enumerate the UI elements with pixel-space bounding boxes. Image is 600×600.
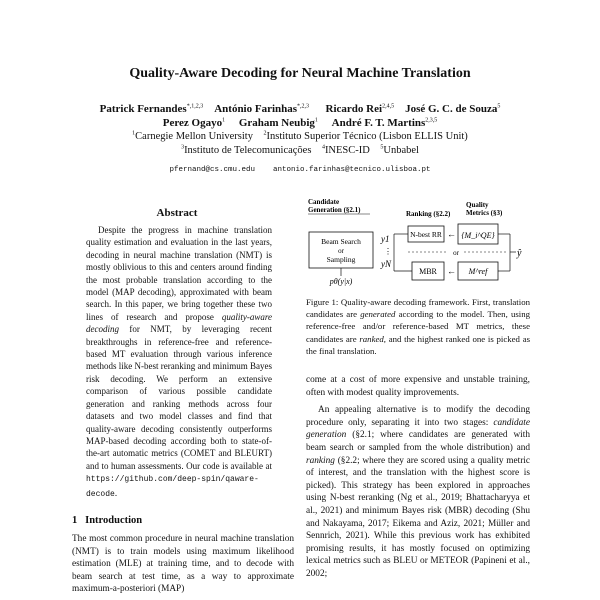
abstract-text: for NMT, by leveraging recent breakthroughs in reference-free and reference-based MT evaluation through various inference methods like N-best reranking and minimum Bayes risk decoding. We perform an extensive comparison of various possible candidate generation and ranking methods across four datasets and two model classes and find that quality-aware decoding consistently outperforms MAP-based decoding according both to state-of-the-art automatic metrics (COMET and BLEURT) and to human assessments. Our code is available at — [86, 324, 272, 471]
fig-box-beam: Beam Search — [321, 237, 361, 246]
affil-sup: 4 — [321, 144, 325, 151]
fig-dist: pθ(y|x) — [329, 277, 353, 286]
code-url-link[interactable]: https://github.com/deep-spin/qaware-decode — [86, 475, 259, 499]
rcol-text: An appealing alternative is to modify the decoding procedure only, separating it into two stages: — [306, 405, 530, 428]
paper-title: Quality-Aware Decoding for Neural Machine Translation — [129, 66, 471, 81]
author-name: Perez Ogayo — [162, 117, 223, 129]
author-name: António Farinhas — [214, 103, 298, 115]
figure-1-diagram — [306, 196, 530, 304]
author-list — [0, 102, 600, 130]
affil-sup: 2 — [263, 130, 267, 137]
introduction-text: The most common procedure in neural machine translation (NMT) is to train models using maximum likelihood estimation (MLE) at training time, and to decode with beam search at test time, as a way to approximate maximum-a-posteriori (MAP) — [72, 534, 294, 595]
author-emails: pfernand@cs.cmu.edu antonio.farinhas@tecnico.ulisboa.pt — [169, 166, 431, 174]
author-name: José G. C. de Souza — [405, 103, 498, 115]
caption-text: Figure 1: Quality-aware decoding framework. First, translation candidates are — [306, 297, 530, 320]
author-sup: 2,4,5 — [382, 103, 395, 110]
figure-1-caption — [306, 296, 530, 357]
rcol-text: (§2.2; where they are scored using a quality metric of interest, and the translation with the highest score is picked). This strategy has been explored in approaches using N-best reranking (Ng et al., 2019; Bhattacharyya et al., 2021) and minimum Bayes risk (MBR) decoding (Shu and Nakayama, 2017; Eikema and Aziz, 2021; Müller and Sennrich, 2021). While this previous work has exhibited promising results, it has mostly focused on optimizing lexical metrics such as BLEU or METEOR (Papineni et al., 2002; — [306, 455, 530, 579]
caption-text: according to the model. Then, using reference-free and/or reference-based MT metrics, these candidates are — [306, 309, 531, 344]
affil-sup: 3 — [181, 144, 185, 151]
fig-label-quality: Quality — [466, 201, 489, 209]
author-sup: 5 — [497, 103, 501, 110]
author-name: Graham Neubig — [238, 117, 315, 129]
author-name: Patrick Fernandes — [99, 103, 187, 115]
fig-label-generation: Generation (§2.1) — [308, 206, 361, 214]
fig-y1: y1 — [381, 234, 390, 244]
affil-name: Instituto Superior Técnico (Lisbon ELLIS Unit) — [266, 131, 468, 142]
caption-ital: generated — [360, 309, 396, 320]
author-sup: 1 — [222, 117, 226, 124]
rcol-paragraph: come at a cost of more expensive and unstable training, often with modest quality improvements. — [306, 375, 530, 398]
affil-sup: 5 — [380, 144, 384, 151]
affiliations — [0, 130, 600, 158]
affil-name: Carnegie Mellon University — [135, 131, 253, 142]
fig-mbr: MBR — [419, 267, 437, 276]
author-name: Ricardo Rei — [325, 103, 383, 115]
fig-box-or: or — [338, 247, 344, 255]
affil-name: Unbabel — [383, 145, 419, 156]
rcol-ital: candidate generation — [306, 417, 530, 441]
fig-dots: ⋮ — [384, 247, 392, 256]
fig-label-ranking: Ranking (§2.2) — [406, 210, 451, 218]
affil-name: INESC-ID — [324, 145, 370, 156]
caption-text: , and the highest ranked one is picked as the final translation. — [306, 333, 531, 356]
rcol-text: (§2.1; where candidates are generated with beam search or sampled from the whole distribution) and — [306, 430, 530, 453]
rcol-paragraph — [306, 404, 530, 580]
fig-nbest: N-best RR — [410, 230, 442, 239]
fig-label-metrics: Metrics (§3) — [466, 209, 503, 217]
affil-name: Instituto de Telecomunicações — [184, 145, 312, 156]
fig-yN: yN — [381, 259, 391, 269]
abstract-text-end: . — [114, 487, 118, 498]
author-sup: 1 — [314, 117, 318, 124]
abstract-text: Despite the progress in machine translation quality estimation and evaluation in the last years, decoding in neural machine translation (NMT) is mostly oblivious to this and centers around finding the most probable translation according to the model (MAP decoding), approximated with beam search. In this paper, we bring together these two lines of research and propose — [86, 225, 272, 322]
author-sup: *,1,2,3 — [186, 103, 204, 110]
fig-plus-bot: ← — [447, 266, 456, 276]
author-sup: *,2,3 — [297, 103, 310, 110]
fig-mqe: {M_i^QE} — [461, 231, 495, 240]
fig-yhat: ŷ — [517, 248, 522, 259]
caption-ital: ranked — [359, 333, 384, 344]
rcol-ital: ranking — [306, 455, 335, 466]
fig-box-sampling: Sampling — [326, 255, 356, 264]
right-column-body — [306, 374, 530, 586]
affil-sup: 1 — [132, 130, 136, 137]
fig-mref: M^ref — [468, 267, 488, 276]
fig-or2: or — [453, 249, 459, 257]
fig-label-candidate: Candidate — [308, 198, 340, 206]
abstract-body — [86, 224, 272, 501]
abstract-heading: Abstract — [156, 207, 198, 219]
abstract-ital: quality-aware decoding — [86, 311, 273, 335]
section-heading-introduction: 1 Introduction — [72, 515, 143, 526]
fig-plus-top: ← — [447, 229, 456, 239]
author-sup: 2,3,5 — [425, 117, 438, 124]
author-name: André F. T. Martins — [331, 117, 426, 129]
